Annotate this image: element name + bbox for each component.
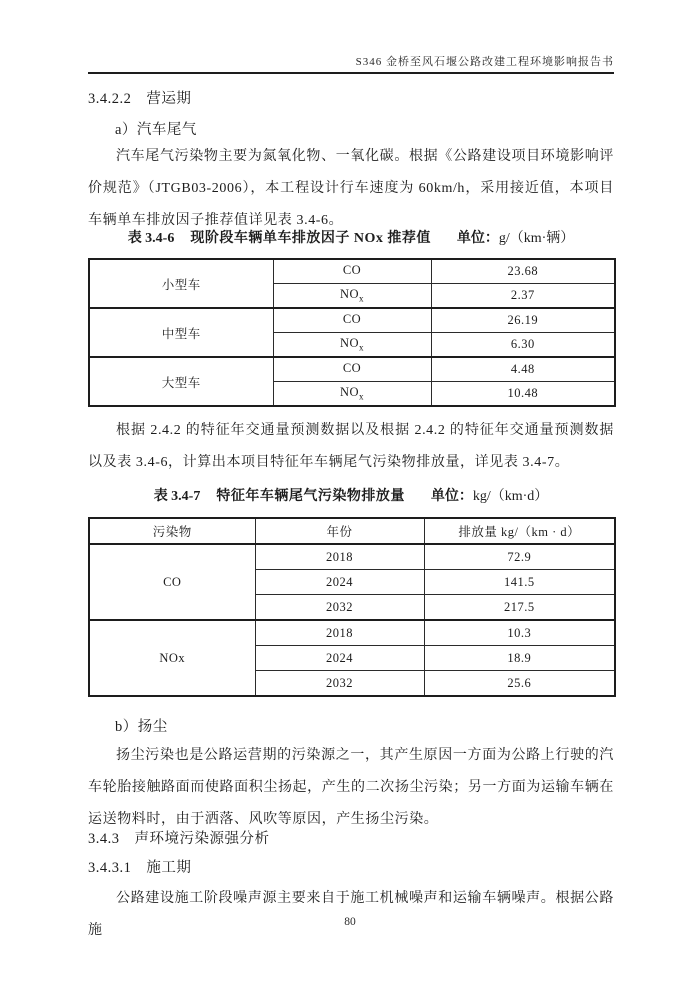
year-cell: 2018 (255, 620, 424, 646)
table-3-4-7-caption (88, 487, 614, 507)
value-cell: 6.30 (431, 333, 615, 358)
subsection-heading-dust: b）扬尘 (115, 719, 168, 735)
value-cell: 23.68 (431, 259, 615, 284)
table-3-4-6 (88, 258, 616, 407)
pollutant-cell: NOx (89, 620, 255, 696)
subsection-heading-vehicle-exhaust: a）汽车尾气 (115, 122, 197, 138)
value-cell: 4.48 (431, 357, 615, 382)
pollutant-cell: CO (273, 259, 431, 284)
value-cell: 217.5 (424, 595, 615, 621)
table-row (89, 357, 615, 382)
table-3-4-6-caption-label: 表 3.4-6 (127, 231, 175, 246)
pollutant-cell: CO (273, 308, 431, 333)
vehicle-type-cell: 中型车 (89, 308, 273, 357)
pollutant-cell: $NO_x$ (273, 382, 431, 407)
value-cell: 2.37 (431, 284, 615, 309)
section-heading-noise-analysis: 3.4.3 声环境污染源强分析 (88, 831, 270, 847)
section-heading-operation-period: 3.4.2.2 营运期 (88, 91, 192, 107)
value-cell: 72.9 (424, 544, 615, 570)
column-header-year: 年份 (255, 518, 424, 544)
column-header-emission: 排放量 kg/（km · d） (424, 518, 615, 544)
pollutant-cell: CO (89, 544, 255, 620)
paragraph-emission-calc: 根据 2.4.2 的特征年交通量预测数据以及根据 2.4.2 的特征年交通量预测数据以及表 3.4-6，计算出本项目特征年车辆尾气污染物排放量，详见表 3.4-7。 (88, 423, 614, 470)
value-cell: 25.6 (424, 671, 615, 697)
year-cell: 2024 (255, 570, 424, 595)
year-cell: 2032 (255, 595, 424, 621)
table-3-4-6-caption-unit-label: 单位： (456, 231, 499, 246)
value-cell: 26.19 (431, 308, 615, 333)
year-cell: 2024 (255, 646, 424, 671)
table-3-4-6-caption (88, 229, 614, 249)
table-row (89, 620, 615, 646)
table-row (89, 259, 615, 284)
table-row (89, 544, 615, 570)
value-cell: 10.3 (424, 620, 615, 646)
table-header-row (89, 518, 615, 544)
table-3-4-7-caption-label: 表 3.4-7 (153, 489, 201, 504)
header-rule (88, 72, 614, 74)
value-cell: 18.9 (424, 646, 615, 671)
vehicle-type-cell: 大型车 (89, 357, 273, 406)
year-cell: 2018 (255, 544, 424, 570)
table-3-4-6-caption-title: 现阶段车辆单车排放因子 NOx 推荐值 (190, 231, 431, 246)
column-header-pollutant: 污染物 (89, 518, 255, 544)
paragraph-dust-desc: 扬尘污染也是公路运营期的污染源之一，其产生原因一方面为公路上行驶的汽车轮胎接触路面而使路面积尘扬起，产生的二次扬尘污染；另一方面为运输车辆在运送物料时，由于洒落、风吹等原因，产生扬尘污染。 (88, 748, 614, 827)
pollutant-cell: CO (273, 357, 431, 382)
table-3-4-7-caption-title: 特征年车辆尾气污染物排放量 (216, 489, 405, 504)
paragraph-exhaust-intro: 汽车尾气污染物主要为氮氧化物、一氧化碳。根据《公路建设项目环境影响评价规范》（JTGB03-2006），本工程设计行车速度为 60km/h，采用接近值，本项目车辆单车排放因子推荐值详见表 3.4-6。 (88, 149, 614, 228)
table-3-4-7-caption-unit-value: kg/（km·d） (472, 489, 549, 504)
page-header-title: S346 金桥至风石堰公路改建工程环境影响报告书 (355, 56, 614, 68)
table-3-4-7 (88, 517, 616, 697)
year-cell: 2032 (255, 671, 424, 697)
page-number: 80 (344, 916, 356, 928)
section-heading-construction-period: 3.4.3.1 施工期 (88, 860, 192, 876)
table-row (89, 308, 615, 333)
vehicle-type-cell: 小型车 (89, 259, 273, 308)
table-3-4-6-caption-unit-value: g/（km·辆） (498, 231, 575, 246)
paragraph-noise-intro: 公路建设施工阶段噪声源主要来自于施工机械噪声和运输车辆噪声。根据公路施 (88, 891, 614, 938)
value-cell: 10.48 (431, 382, 615, 407)
pollutant-cell: $NO_x$ (273, 284, 431, 309)
table-3-4-7-caption-unit-label: 单位： (430, 489, 473, 504)
value-cell: 141.5 (424, 570, 615, 595)
pollutant-cell: $NO_x$ (273, 333, 431, 358)
